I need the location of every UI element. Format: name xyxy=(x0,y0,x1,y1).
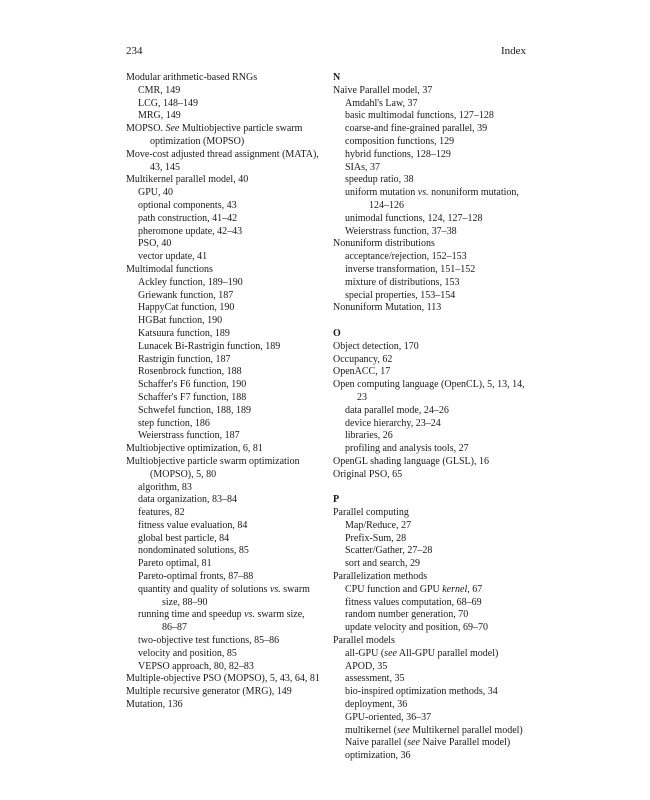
index-subentry: sort and search, 29 xyxy=(345,558,420,570)
index-subentry: Map/Reduce, 27 xyxy=(345,519,412,531)
index-subentry: profiling and analysis tools, 27 xyxy=(345,443,469,455)
index-subentry: Schwefel function, 188, 189 xyxy=(138,404,252,416)
index-subentry: speedup ratio, 38 xyxy=(345,174,414,186)
index-subentry: step function, 186 xyxy=(138,417,210,429)
index-subentry: data parallel mode, 24–26 xyxy=(345,404,449,416)
index-subentry: mixture of distributions, 153 xyxy=(345,276,460,288)
index-entry: Multiobjective particle swarm optimization (MOPSO), 5, 80 xyxy=(126,455,300,480)
index-subentry: VEPSO approach, 80, 82–83 xyxy=(138,660,254,672)
index-subentry: multikernel (see Multikernel parallel model) xyxy=(345,724,523,736)
index-entry: Parallel computing xyxy=(333,507,409,519)
index-entry: Modular arithmetic-based RNGs xyxy=(126,72,258,83)
index-entry: Mutation, 136 xyxy=(126,699,183,711)
index-subentry: velocity and position, 85 xyxy=(138,647,237,659)
index-subentry: all-GPU (see All-GPU parallel model) xyxy=(345,647,499,659)
index-subentry: pheromone update, 42–43 xyxy=(138,225,243,237)
index-subentry: algorithm, 83 xyxy=(138,481,192,493)
index-subentry: Griewank function, 187 xyxy=(138,289,234,301)
page-number: 234 xyxy=(126,45,143,57)
index-entry: Parallel models xyxy=(333,635,395,647)
index-column-left xyxy=(126,72,322,712)
index-entry: Multiobjective optimization, 6, 81 xyxy=(126,443,263,455)
index-entry: Multiple recursive generator (MRG), 149 xyxy=(126,686,292,698)
index-subentry: random number generation, 70 xyxy=(345,609,469,621)
index-subentry: optional components, 43 xyxy=(138,199,237,211)
index-entry: Multiple-objective PSO (MOPSO), 5, 43, 64, 81 xyxy=(126,673,320,685)
index-entry: Occupancy, 62 xyxy=(333,353,393,365)
running-head: Index xyxy=(500,45,526,57)
index-subentry: acceptance/rejection, 152–153 xyxy=(345,251,467,263)
index-subentry: coarse-and fine-grained parallel, 39 xyxy=(345,123,488,135)
index-subentry: Ackley function, 189–190 xyxy=(138,276,243,288)
index-entry: Nonuniform distributions xyxy=(333,238,435,250)
index-subentry: Prefix-Sum, 28 xyxy=(345,532,407,544)
index-subentry: quantity and quality of solutions vs. swarm size, 88–90 xyxy=(138,583,310,608)
index-entry: Open computing language (OpenCL), 5, 13, 14, 23 xyxy=(333,379,525,403)
index-subentry: hybrid functions, 128–129 xyxy=(345,148,451,160)
index-subentry: uniform mutation vs. nonuniform mutation, 124–126 xyxy=(345,187,519,211)
index-subentry: assessment, 35 xyxy=(345,673,405,685)
index-subentry: APOD, 35 xyxy=(345,660,388,672)
index-subentry: fitness value evaluation, 84 xyxy=(138,519,248,531)
index-subentry: Rastrigin function, 187 xyxy=(138,353,231,365)
index-entry: Multimodal functions xyxy=(126,263,213,275)
index-subentry: PSO, 40 xyxy=(138,238,172,250)
index-letter-heading: O xyxy=(333,327,341,339)
index-subentry: GPU, 40 xyxy=(138,187,174,199)
index-subentry: HappyCat function, 190 xyxy=(138,302,235,314)
index-subentry: path construction, 41–42 xyxy=(138,212,238,224)
index-letter-heading: P xyxy=(333,494,340,506)
index-subentry: Pareto optimal, 81 xyxy=(138,558,212,570)
index-subentry: running time and speedup vs. swarm size, 86–87 xyxy=(138,609,305,634)
index-subentry: LCG, 148–149 xyxy=(138,97,198,109)
index-subentry: CPU function and GPU kernel, 67 xyxy=(345,583,483,595)
index-subentry: two-objective test functions, 85–86 xyxy=(138,635,280,647)
index-subentry: unimodal functions, 124, 127–128 xyxy=(345,212,483,224)
index-subentry: Pareto-optimal fronts, 87–88 xyxy=(138,571,254,583)
index-subentry: inverse transformation, 151–152 xyxy=(345,263,476,275)
index-subentry: Weierstrass function, 187 xyxy=(138,430,240,442)
index-subentry: GPU-oriented, 36–37 xyxy=(345,711,432,723)
index-subentry: Amdahl's Law, 37 xyxy=(345,97,418,109)
index-subentry: special properties, 153–154 xyxy=(345,289,456,301)
index-subentry: MRG, 149 xyxy=(138,110,181,122)
index-entry: OpenGL shading language (GLSL), 16 xyxy=(333,455,489,467)
index-subentry: CMR, 149 xyxy=(138,84,181,96)
index-entry: MOPSO. See Multiobjective particle swarm optimization (MOPSO) xyxy=(126,123,303,147)
index-entry: Original PSO, 65 xyxy=(333,468,403,480)
index-subentry: device hierarchy, 23–24 xyxy=(345,417,441,429)
index-subentry: Scatter/Gather, 27–28 xyxy=(345,545,433,557)
index-subentry: optimization, 36 xyxy=(345,750,411,762)
index-column-right xyxy=(333,72,529,763)
index-subentry: Naive parallel (see Naive Parallel model) xyxy=(345,737,511,749)
index-subentry: Katsuura function, 189 xyxy=(138,327,230,339)
index-entry: Naive Parallel model, 37 xyxy=(333,84,433,96)
index-subentry: Schaffer's F6 function, 190 xyxy=(138,379,247,391)
index-subentry: SIAs, 37 xyxy=(345,161,381,173)
index-subentry: fitness values computation, 68–69 xyxy=(345,596,482,608)
index-entry: Parallelization methods xyxy=(333,571,428,583)
index-subentry: Lunacek Bi-Rastrigin function, 189 xyxy=(138,340,281,352)
index-entry: OpenACC, 17 xyxy=(333,366,391,378)
index-subentry: Weierstrass function, 37–38 xyxy=(345,225,457,237)
index-subentry: basic multimodal functions, 127–128 xyxy=(345,110,494,122)
index-entry: Nonuniform Mutation, 113 xyxy=(333,302,442,314)
index-subentry: deployment, 36 xyxy=(345,699,408,711)
index-subentry: nondominated solutions, 85 xyxy=(138,545,249,557)
index-entry: Object detection, 170 xyxy=(333,340,419,352)
index-entry: Multikernel parallel model, 40 xyxy=(126,174,249,186)
index-subentry: features, 82 xyxy=(138,507,185,519)
index-subentry: Rosenbrock function, 188 xyxy=(138,366,242,378)
index-subentry: composition functions, 129 xyxy=(345,135,455,147)
index-subentry: data organization, 83–84 xyxy=(138,494,237,506)
index-subentry: HGBat function, 190 xyxy=(138,315,223,327)
index-subentry: libraries, 26 xyxy=(345,430,393,442)
index-subentry: global best particle, 84 xyxy=(138,532,230,544)
index-subentry: bio-inspired optimization methods, 34 xyxy=(345,686,498,698)
index-subentry: Schaffer's F7 function, 188 xyxy=(138,391,247,403)
index-subentry: update velocity and position, 69–70 xyxy=(345,622,489,634)
index-subentry: vector update, 41 xyxy=(138,251,208,263)
index-letter-heading: N xyxy=(333,72,341,83)
index-entry: Move-cost adjusted thread assignment (MATA), 43, 145 xyxy=(126,148,319,173)
